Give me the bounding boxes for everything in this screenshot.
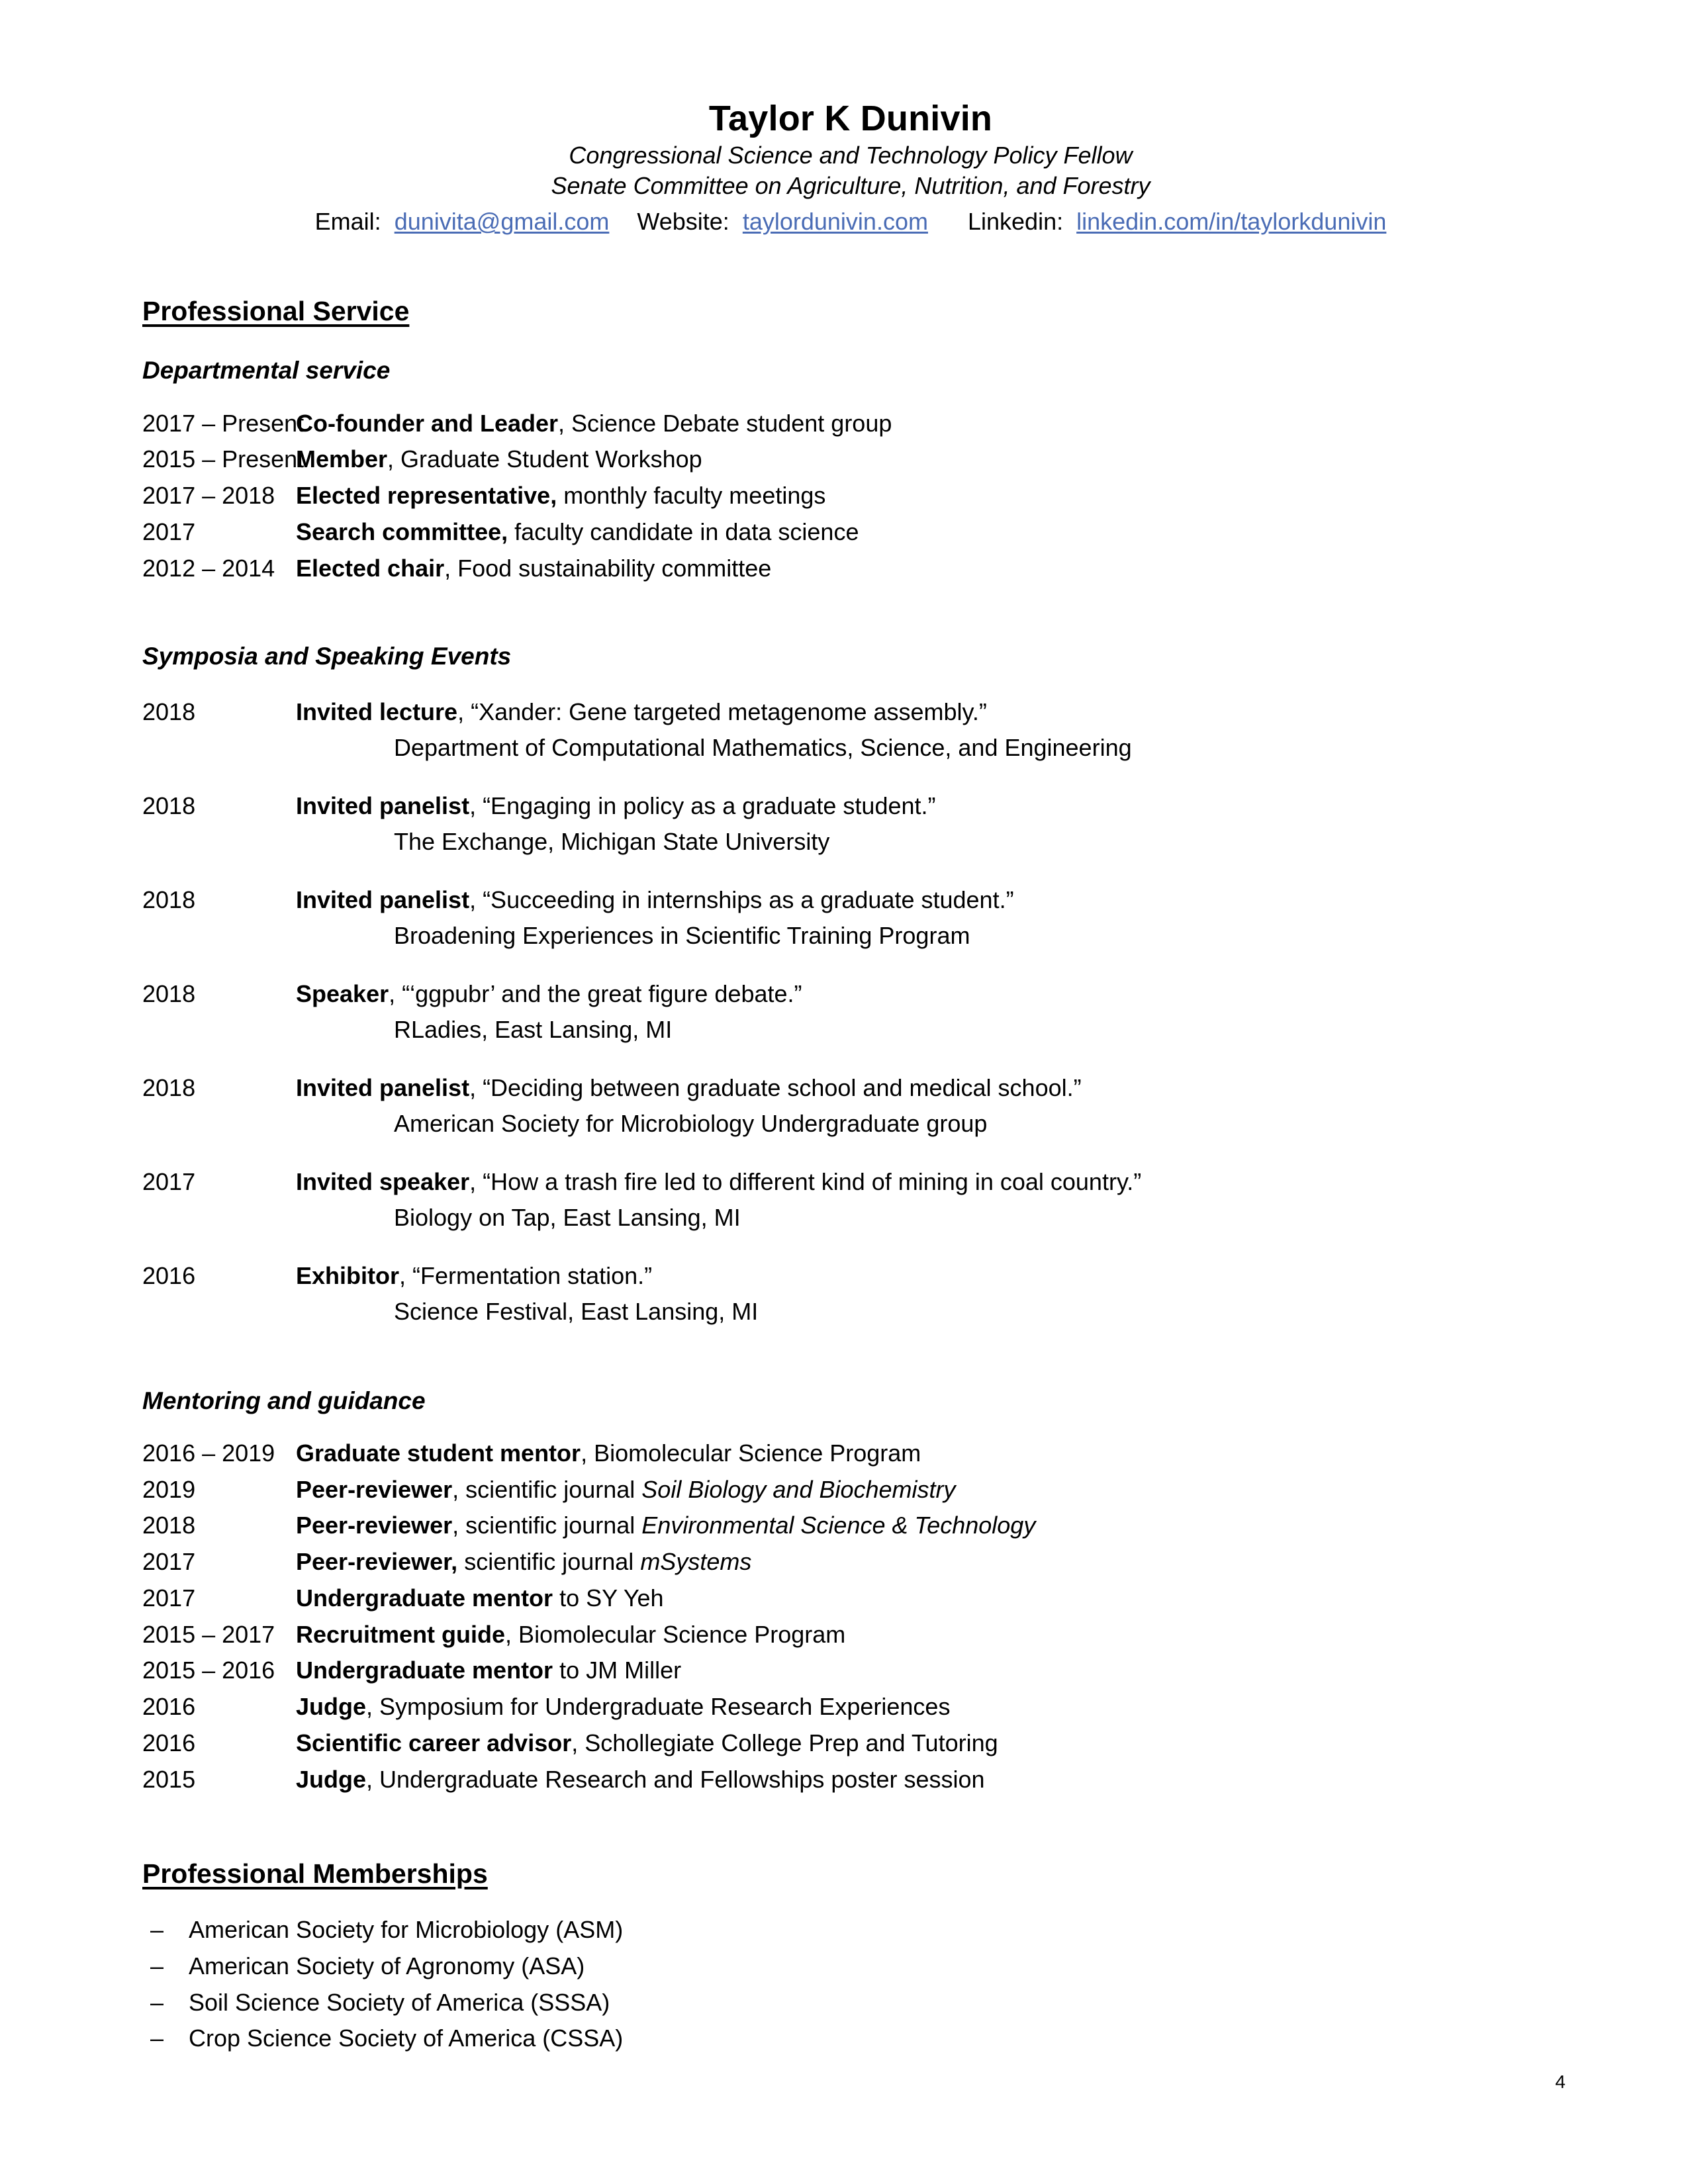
page-title: Taylor K Dunivin (708, 99, 993, 138)
list-item (142, 1985, 1559, 2021)
entry-subline: RLadies, East Lansing, MI (394, 1015, 673, 1043)
entry-year: 2012 – 2014 (142, 554, 275, 582)
entry-year: 2015 – 2016 (142, 1657, 275, 1684)
entry-role: Exhibitor (296, 1261, 400, 1289)
entry-description (296, 1580, 1559, 1617)
entry-year: 2018 (142, 979, 196, 1007)
membership-label: Crop Science Society of America (CSSA) (189, 2025, 624, 2052)
list-item (142, 2021, 1559, 2057)
page-number: 4 (1555, 2071, 1566, 2092)
entry-detail: to SY Yeh (553, 1584, 664, 1612)
entry-year: 2017 (142, 518, 196, 545)
entry-row (142, 551, 1559, 587)
entry-detail: , Graduate Student Workshop (387, 445, 702, 473)
entry-row (142, 406, 1559, 442)
entry-description (296, 514, 1559, 551)
entry-role: Invited speaker (296, 1167, 470, 1195)
entry-year: 2015 – 2017 (142, 1620, 275, 1648)
symposia-list (142, 694, 1559, 1330)
header-subtitle-line-2: Senate Committee on Agriculture, Nutrition, and Forestry (551, 172, 1150, 200)
entry-row (142, 1762, 1559, 1798)
entry-description (296, 694, 1559, 766)
entry-row (142, 514, 1559, 551)
entry-role: Speaker (296, 979, 389, 1007)
entry-role: Peer-reviewer (296, 1475, 453, 1503)
entry-row (142, 1435, 1559, 1472)
entry-detail: , Schollegiate College Prep and Tutoring (571, 1729, 998, 1756)
entry-detail: faculty candidate in data science (508, 518, 859, 545)
entry-description (296, 1725, 1559, 1762)
entry-row (142, 1544, 1559, 1580)
entry-role: Member (296, 445, 388, 473)
entry-row (142, 1689, 1559, 1725)
entry-journal-title: Soil Biology and Biochemistry (641, 1475, 956, 1503)
bullet-dash-icon: – (150, 1988, 164, 2016)
entry-description (296, 976, 1559, 1048)
entry-role: Undergraduate mentor (296, 1657, 553, 1684)
memberships-list (142, 1912, 1559, 2057)
linkedin-label: Linkedin: (967, 208, 1064, 236)
entry-year: 2017 (142, 1584, 196, 1612)
entry-role: Invited lecture (296, 698, 458, 725)
entry-row (142, 1580, 1559, 1617)
entry-row (142, 1472, 1559, 1508)
entry-description (296, 1544, 1559, 1580)
entry-detail: , Food sustainability committee (444, 554, 772, 582)
entry-year: 2017 – Present (142, 409, 305, 437)
entry-role: Peer-reviewer, (296, 1548, 458, 1576)
entry-role: Recruitment guide (296, 1620, 506, 1648)
entry-detail: monthly faculty meetings (557, 482, 826, 510)
website-link[interactable]: taylordunivin.com (742, 208, 928, 236)
entry-subline: Broadening Experiences in Scientific Training Program (394, 921, 970, 949)
entry-role: Search committee, (296, 518, 508, 545)
entry-year: 2018 (142, 698, 196, 725)
entry-description (296, 406, 1559, 442)
entry-detail: to JM Miller (553, 1657, 682, 1684)
subsection-heading-symposia: Symposia and Speaking Events (142, 643, 512, 670)
entry-detail: scientific journal (457, 1548, 641, 1576)
membership-label: American Society of Agronomy (ASA) (189, 1952, 585, 1979)
list-item (142, 1948, 1559, 1985)
entry-detail: , scientific journal (452, 1475, 642, 1503)
entry-row (142, 1653, 1559, 1689)
entry-year: 2018 (142, 1073, 196, 1101)
entry-role: Judge (296, 1765, 367, 1793)
entry-detail: , “Succeeding in internships as a graduate student.” (469, 886, 1014, 913)
entry-row (142, 882, 1559, 954)
entry-role: Judge (296, 1693, 367, 1721)
entry-description (296, 551, 1559, 587)
entry-role: Undergraduate mentor (296, 1584, 553, 1612)
entry-journal-title: mSystems (640, 1548, 752, 1576)
entry-detail: , Symposium for Undergraduate Research Experiences (366, 1693, 951, 1721)
entry-role: Peer-reviewer (296, 1512, 453, 1539)
entry-detail: , “‘ggpubr’ and the great figure debate.” (389, 979, 802, 1007)
entry-description (296, 1653, 1559, 1689)
entry-row (142, 1164, 1559, 1236)
membership-label: American Society for Microbiology (ASM) (189, 1916, 624, 1944)
entry-year: 2015 (142, 1765, 196, 1793)
entry-subline: Science Festival, East Lansing, MI (394, 1297, 759, 1325)
entry-detail: , Biomolecular Science Program (505, 1620, 846, 1648)
entry-year: 2017 (142, 1548, 196, 1576)
entry-role: Elected chair (296, 554, 445, 582)
website-label: Website: (637, 208, 729, 236)
entry-role: Co-founder and Leader (296, 409, 559, 437)
entry-detail: , “How a trash fire led to different kind of mining in coal country.” (469, 1167, 1142, 1195)
entry-row (142, 1070, 1559, 1142)
entry-year: 2018 (142, 886, 196, 913)
bullet-dash-icon: – (150, 1916, 164, 1944)
mentoring-list (142, 1435, 1559, 1797)
entry-year: 2017 (142, 1167, 196, 1195)
departmental-service-list (142, 406, 1559, 587)
entry-row (142, 1508, 1559, 1544)
page-content (142, 99, 1559, 2057)
entry-row (142, 1725, 1559, 1762)
section-heading-professional-service: Professional Service (142, 296, 410, 327)
entry-row (142, 788, 1559, 860)
entry-row (142, 1258, 1559, 1330)
email-link[interactable]: dunivita@gmail.com (394, 208, 610, 236)
entry-year: 2018 (142, 792, 196, 819)
header-subtitle-line-1: Congressional Science and Technology Policy Fellow (569, 142, 1133, 169)
entry-detail: , “Deciding between graduate school and medical school.” (469, 1073, 1082, 1101)
entry-year: 2016 (142, 1693, 196, 1721)
contact-line (142, 206, 1559, 238)
entry-detail: , Biomolecular Science Program (581, 1439, 921, 1467)
entry-row (142, 441, 1559, 478)
entry-detail: , Science Debate student group (558, 409, 892, 437)
entry-role: Invited panelist (296, 886, 470, 913)
entry-role: Invited panelist (296, 792, 470, 819)
section-heading-professional-memberships: Professional Memberships (142, 1858, 488, 1889)
entry-subline: Biology on Tap, East Lansing, MI (394, 1203, 741, 1231)
entry-year: 2019 (142, 1475, 196, 1503)
entry-description (296, 1070, 1559, 1142)
linkedin-link[interactable]: linkedin.com/in/taylorkdunivin (1076, 208, 1387, 236)
entry-year: 2018 (142, 1512, 196, 1539)
membership-label: Soil Science Society of America (SSSA) (189, 1988, 610, 2016)
entry-detail: , “Fermentation station.” (399, 1261, 653, 1289)
entry-description (296, 1762, 1559, 1798)
entry-role: Scientific career advisor (296, 1729, 572, 1756)
entry-description (296, 788, 1559, 860)
entry-subline: The Exchange, Michigan State University (394, 827, 830, 855)
entry-description (296, 1258, 1559, 1330)
entry-description (296, 441, 1559, 478)
entry-year: 2016 (142, 1261, 196, 1289)
bullet-dash-icon: – (150, 1952, 164, 1979)
entry-description (296, 1689, 1559, 1725)
entry-year: 2017 – 2018 (142, 482, 275, 510)
subsection-heading-departmental-service: Departmental service (142, 357, 391, 385)
entry-subline: Department of Computational Mathematics, Science, and Engineering (394, 733, 1132, 761)
entry-description (296, 1472, 1559, 1508)
email-label: Email: (314, 208, 381, 236)
entry-description (296, 1164, 1559, 1236)
entry-journal-title: Environmental Science & Technology (641, 1512, 1036, 1539)
entry-row (142, 976, 1559, 1048)
entry-description (296, 1435, 1559, 1472)
entry-description (296, 882, 1559, 954)
list-item (142, 1912, 1559, 1948)
entry-subline: American Society for Microbiology Undergraduate group (394, 1109, 988, 1137)
entry-detail: , “Engaging in policy as a graduate student.” (469, 792, 936, 819)
entry-description (296, 1617, 1559, 1653)
entry-row (142, 1617, 1559, 1653)
entry-role: Elected representative, (296, 482, 557, 510)
entry-detail: , scientific journal (452, 1512, 642, 1539)
bullet-dash-icon: – (150, 2025, 164, 2052)
entry-year: 2016 (142, 1729, 196, 1756)
entry-role: Invited panelist (296, 1073, 470, 1101)
subsection-heading-mentoring: Mentoring and guidance (142, 1387, 426, 1414)
document-header (142, 99, 1559, 238)
entry-role: Graduate student mentor (296, 1439, 581, 1467)
entry-year: 2015 – Present (142, 445, 305, 473)
entry-year: 2016 – 2019 (142, 1439, 275, 1467)
entry-detail: , “Xander: Gene targeted metagenome assembly.” (457, 698, 987, 725)
entry-description (296, 1508, 1559, 1544)
entry-detail: , Undergraduate Research and Fellowships poster session (366, 1765, 985, 1793)
entry-row (142, 694, 1559, 766)
entry-description (296, 478, 1559, 514)
entry-row (142, 478, 1559, 514)
